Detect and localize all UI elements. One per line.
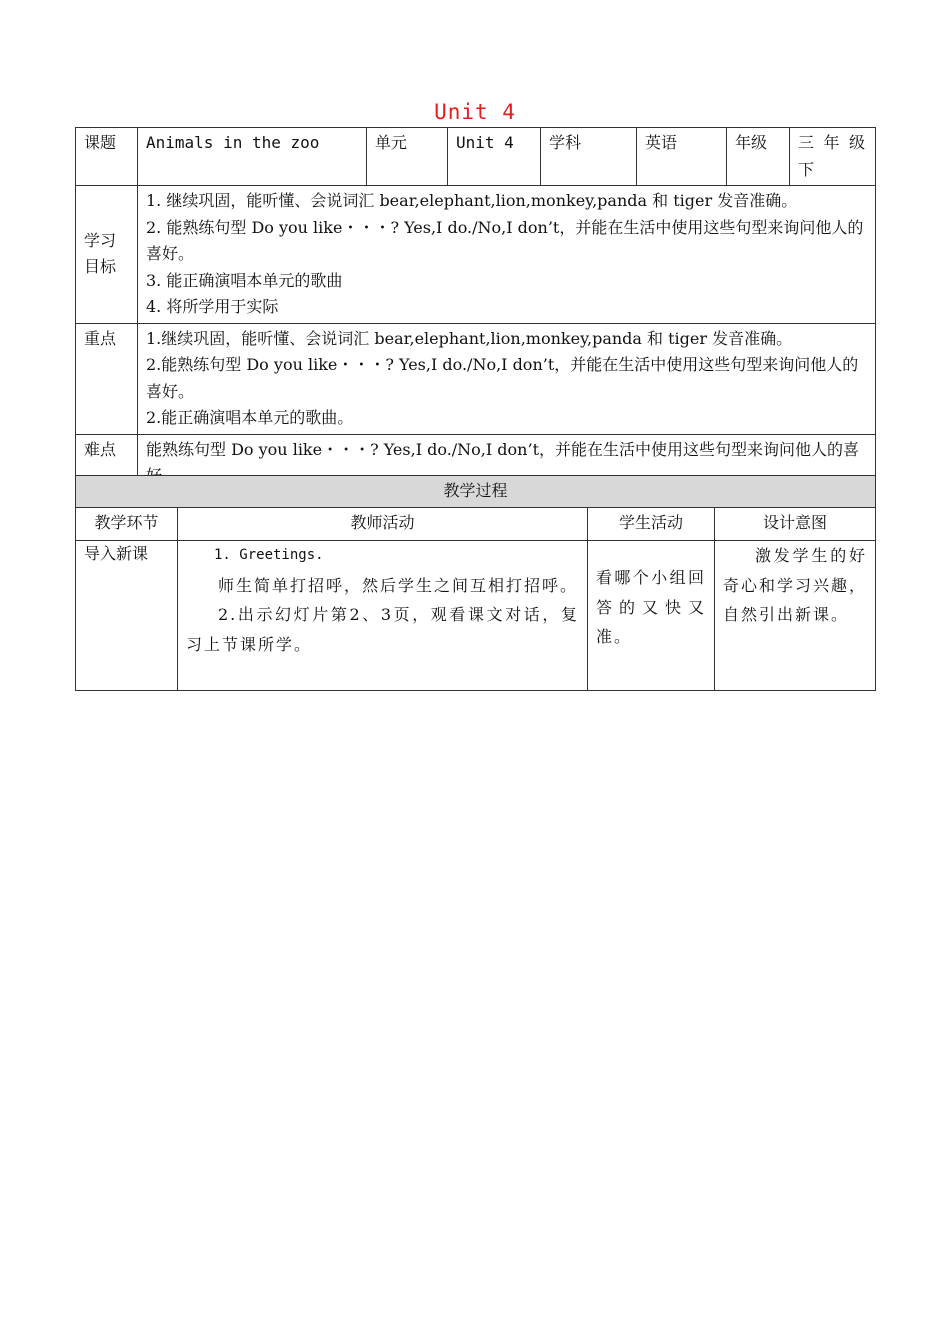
header-intent: 设计意图 <box>715 508 876 541</box>
teaching-process-table <box>75 475 876 691</box>
grade-value: 三 年 级 下 <box>790 128 876 186</box>
objective-item: 3. 能正确演唱本单元的歌曲 <box>146 270 343 290</box>
process-band: 教学过程 <box>76 476 876 508</box>
lesson-info-table <box>75 127 876 493</box>
difficulties-content: 能熟练句型 Do you like・・・? Yes,I do./No,I don’t，并能在生活中使用这些句型来询问他人的喜 <box>138 434 876 492</box>
header-stage: 教学环节 <box>76 508 178 541</box>
unit-label: 单元 <box>367 128 448 186</box>
objective-item: 1. 继续巩固，能听懂、会说词汇 bear,elephant,lion,monkey,panda 和 tiger 发音准确。 <box>146 191 798 210</box>
objective-item: 4. 将所学用于实际 <box>146 297 279 316</box>
process-row <box>76 541 876 691</box>
process-band-row <box>76 476 876 508</box>
topic-label: 课题 <box>76 128 138 186</box>
unit-value: Unit 4 <box>448 128 541 186</box>
key-point-item: 2.能熟练句型 Do you like・・・? Yes,I do./No,I don’t，并能在生活中使用这些句型来询问他人的喜好。 <box>146 355 859 401</box>
stage-cell: 导入新课 <box>76 541 178 691</box>
objective-item: 2. 能熟练句型 Do you like・・・? Yes,I do./No,I don’t，并能在生活中使用这些句型来询问他人的喜好。 <box>146 217 864 263</box>
objectives-content <box>138 186 876 324</box>
header-teacher: 教师活动 <box>178 508 588 541</box>
grade-label: 年级 <box>727 128 790 186</box>
key-points-label: 重点 <box>76 323 138 434</box>
key-point-item: 2.能正确演唱本单元的歌曲。 <box>146 408 354 427</box>
teacher-cell <box>178 541 588 691</box>
intent-cell: 激发学生的好奇心和学习兴趣，自然引出新课。 <box>715 541 876 691</box>
key-points-content <box>138 323 876 434</box>
difficulties-label: 难点 <box>76 434 138 492</box>
objectives-label: 学习目标 <box>76 186 138 324</box>
student-cell: 看哪个小组回答的又快又准。 <box>588 541 715 691</box>
key-points-row <box>76 323 876 434</box>
header-student: 学生活动 <box>588 508 715 541</box>
process-header-row <box>76 508 876 541</box>
key-point-item: 1.继续巩固，能听懂、会说词汇 bear,elephant,lion,monkey,panda 和 tiger 发音准确。 <box>146 328 793 348</box>
teacher-step: 师生简单打招呼，然后学生之间互相打招呼。 <box>218 575 579 595</box>
info-row <box>76 128 876 186</box>
teacher-step: 1. Greetings. <box>214 547 324 563</box>
page-title: Unit 4 <box>434 100 516 124</box>
subject-label: 学科 <box>541 128 637 186</box>
teacher-step: 2.出示幻灯片第2、3页，观看课文对话，复习上节课所学。 <box>186 605 579 654</box>
topic-value: Animals in the zoo <box>138 128 367 186</box>
subject-value: 英语 <box>637 128 727 186</box>
objectives-row <box>76 186 876 324</box>
